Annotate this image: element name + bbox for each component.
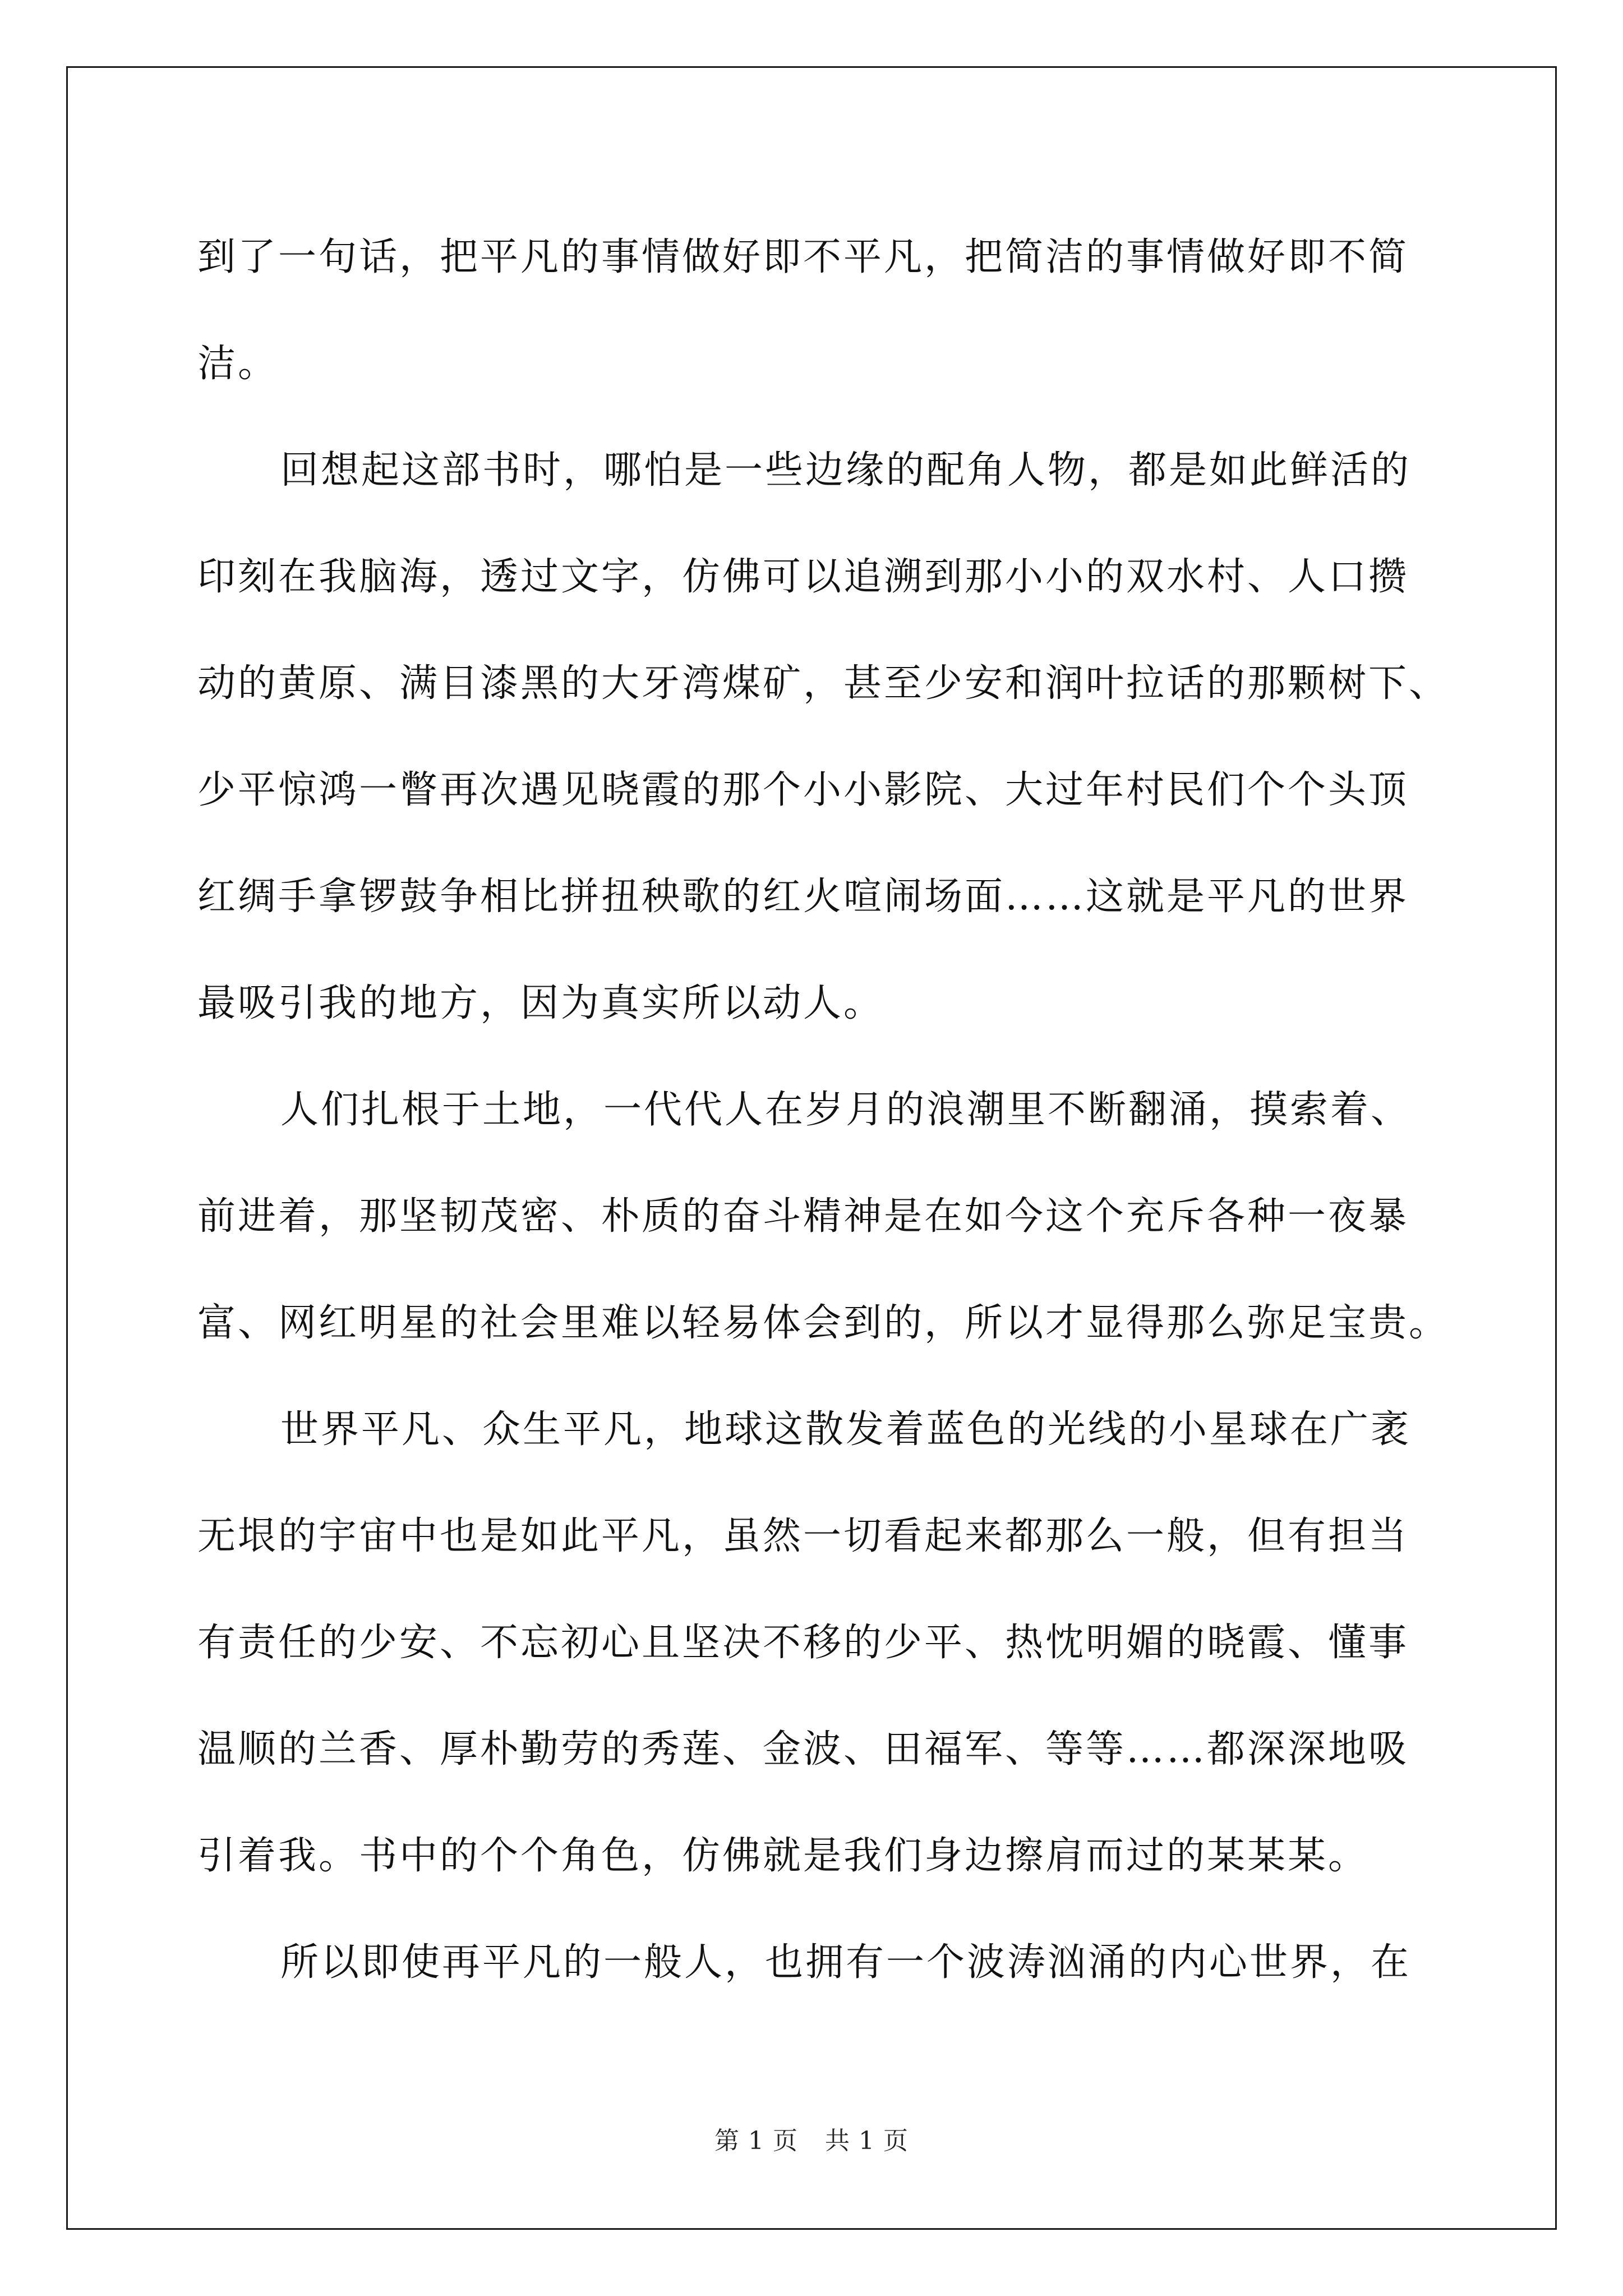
- text-line: 印刻在我脑海，透过文字，仿佛可以追溯到那小小的双水村、人口攒: [197, 555, 1409, 599]
- text-line: 温顺的兰香、厚朴勤劳的秀莲、金波、田福军、等等……都深深地吸: [197, 1727, 1409, 1772]
- text-line: 所以即使再平凡的一般人，也拥有一个波涛汹涌的内心世界，在: [280, 1940, 1412, 1985]
- text-line: 回想起这部书时，哪怕是一些边缘的配角人物，都是如此鲜活的: [280, 448, 1412, 493]
- text-line: 无垠的宇宙中也是如此平凡，虽然一切看起来都那么一般，但有担当: [197, 1514, 1409, 1558]
- page-number: 第 1 页: [714, 2127, 798, 2155]
- page-footer: [0, 2120, 1623, 2156]
- text-line: 到了一句话，把平凡的事情做好即不平凡，把简洁的事情做好即不简: [197, 235, 1409, 279]
- text-line: 世界平凡、众生平凡，地球这散发着蓝色的光线的小星球在广袤: [280, 1407, 1412, 1452]
- text-line: 前进着，那坚韧茂密、朴质的奋斗精神是在如今这个充斥各种一夜暴: [197, 1194, 1409, 1239]
- text-line: 红绸手拿锣鼓争相比拼扭秧歌的红火喧闹场面……这就是平凡的世界: [197, 875, 1409, 919]
- text-line: 有责任的少安、不忘初心且坚决不移的少平、热忱明媚的晓霞、懂事: [197, 1621, 1409, 1665]
- text-line: 洁。: [197, 342, 279, 386]
- text-line: 引着我。书中的个个角色，仿佛就是我们身边擦肩而过的某某某。: [197, 1834, 1369, 1878]
- text-line: 人们扎根于土地，一代代人在岁月的浪潮里不断翻涌，摸索着、: [280, 1088, 1412, 1132]
- text-line: 少平惊鸿一瞥再次遇见晓霞的那个小小影院、大过年村民们个个头顶: [197, 768, 1409, 812]
- text-line: 动的黄原、满目漆黑的大牙湾煤矿，甚至少安和润叶拉话的那颗树下、: [197, 661, 1450, 706]
- document-body: [197, 204, 1450, 2016]
- text-line: 最吸引我的地方，因为真实所以动人。: [197, 981, 884, 1025]
- text-line: 富、网红明星的社会里难以轻易体会到的，所以才显得那么弥足宝贵。: [197, 1301, 1450, 1345]
- page-total: 共 1 页: [825, 2127, 909, 2155]
